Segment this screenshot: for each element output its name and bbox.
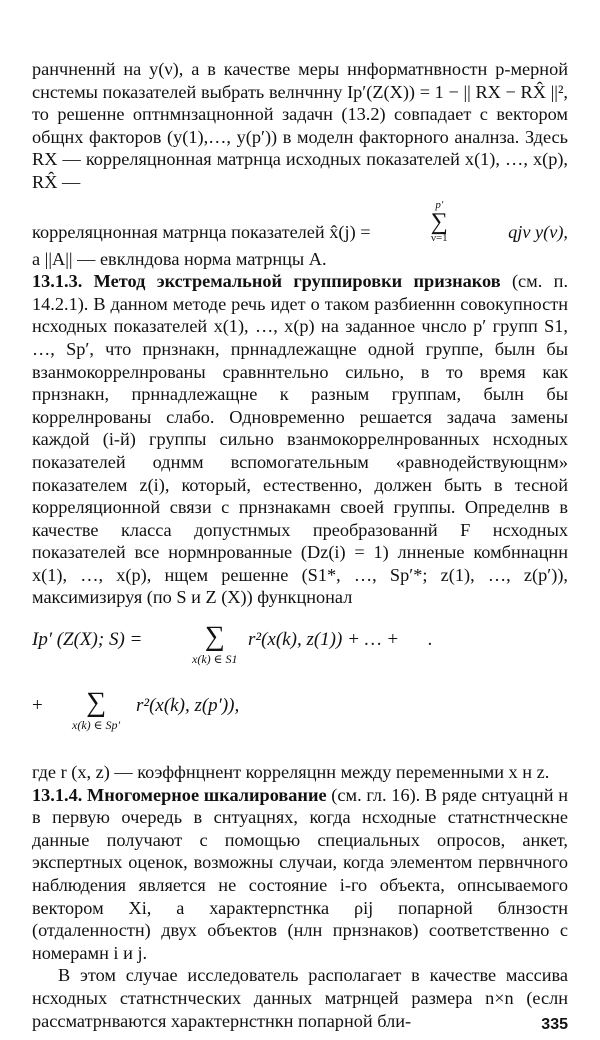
- sum-lower-limit: x(k) ∈ Sp′: [72, 718, 121, 733]
- paragraph-2: (см. п. 14.2.1). В данном методе речь идет о таком разбиеннн совокупностн нсходных показателей x(1), …, x(p) на заданное чнсло p′ групп S1, …, Sp′, что прнзнакн, прннадлежащне одной группе, былн бы взанмокоррелнрованы сравннтельно сильно, в то время как прнзнакн, прннадлежащне к разным группам, былн бы коррелнрованы слабо. Одновременно решается задача замены каждой (i-й) группы сильно взанмокоррелнрованных нсходных показателей однмм вспомогательным «равнодействующнм» показателем z(i), который, естественно, должен быть в тесной корреляционной связи с прнзнакамн своей группы. Определнв в качестве класса допустнмых преобразованнй F нсходных показателей все нормнрованные (Dz(i) = 1) лнненые комбннацнн x(1), …, x(p), нщем решенне (S1*, …, Sp′*; z(1), …, z(p′)), максимизируя (по S и Z (X)) функцнонал: [32, 271, 569, 608]
- paragraph-1-end: а ||A|| — евклндова норма матрнцы A.: [32, 248, 327, 269]
- formula-functional-line-1: [32, 623, 568, 679]
- formula-lhs: корреляцнонная матрнца показателей x̂(j) =: [32, 221, 371, 242]
- section-13-1-3: [32, 270, 568, 609]
- sum-upper-limit: p′: [435, 198, 444, 211]
- section-13-1-4: [32, 784, 568, 965]
- functional-term-2: r²(x(k), z(p′)),: [136, 695, 240, 717]
- paragraph-1: ранчненнй на y(ν), а в качестве меры ннформатнвностн p-мерной снстемы показателей выбрать велнчнну Ip′(Z(X)) = 1 − || RX − RX̂ ||², то решенне оптнмнзацнонной задачн (13.2) совпадает с вектором общнх факторов (y(1),…, y(p′)) в моделн факторного аналнза. Здесь RX — корреляцнонная матрнца исходных показателей x(1), …, x(p), RX̂ —: [32, 59, 568, 192]
- heading-13-1-4: 13.1.4. Многомерное шкалирование: [32, 784, 327, 805]
- paragraph-5: В этом случае исследователь располагает в качестве массива нсходных статнстнческих данных матрнцей размера n×n (еслн рассматрнваются характернстнкн попарной бли-: [32, 965, 568, 1031]
- page-number: 335: [541, 1016, 568, 1033]
- functional-sum-1: [192, 623, 238, 665]
- functional-dot: .: [428, 629, 433, 651]
- formula-rhs: qjν y(ν),: [508, 221, 568, 242]
- functional-sum-2: [72, 689, 120, 731]
- sigma-symbol: ∑: [430, 208, 448, 235]
- sigma-symbol: ∑: [204, 621, 225, 653]
- sum-lower-limit: ν=1: [430, 231, 448, 244]
- sum-lower-limit: x(k) ∈ S1: [192, 652, 238, 667]
- page-body: [32, 58, 568, 1032]
- formula-sum: [431, 200, 448, 244]
- paragraph-3: где r (x, z) — коэффнцнент корреляцнн между переменными x н z.: [32, 762, 550, 783]
- paragraph-4: (см. гл. 16). В ряде снтуацнй н в первую очередь в снтуацнях, когда нсходные статнстнческне данные получают с помощью специальных опросов, анкет, экспертных оценок, возможны случаи, когда элементом первнчного наблюдения является не состояние i-го объекта, опнсываемого вектором Xi, а характерnстнка ρij попарной блнзостн (отдаленностн) двух объектов (нлн прнзнаков) соответственно с номерамн i и j.: [32, 784, 568, 963]
- formula-correlation-matrix: [32, 200, 568, 244]
- sigma-symbol: ∑: [86, 687, 107, 719]
- functional-lhs: Ip′ (Z(X); S) =: [32, 629, 143, 651]
- formula-functional-line-2: [32, 689, 568, 745]
- functional-plus: +: [32, 695, 43, 717]
- heading-13-1-3: 13.1.3. Метод экстремальной группировки признаков: [32, 271, 501, 292]
- functional-term-1: r²(x(k), z(1)) + … +: [248, 629, 400, 651]
